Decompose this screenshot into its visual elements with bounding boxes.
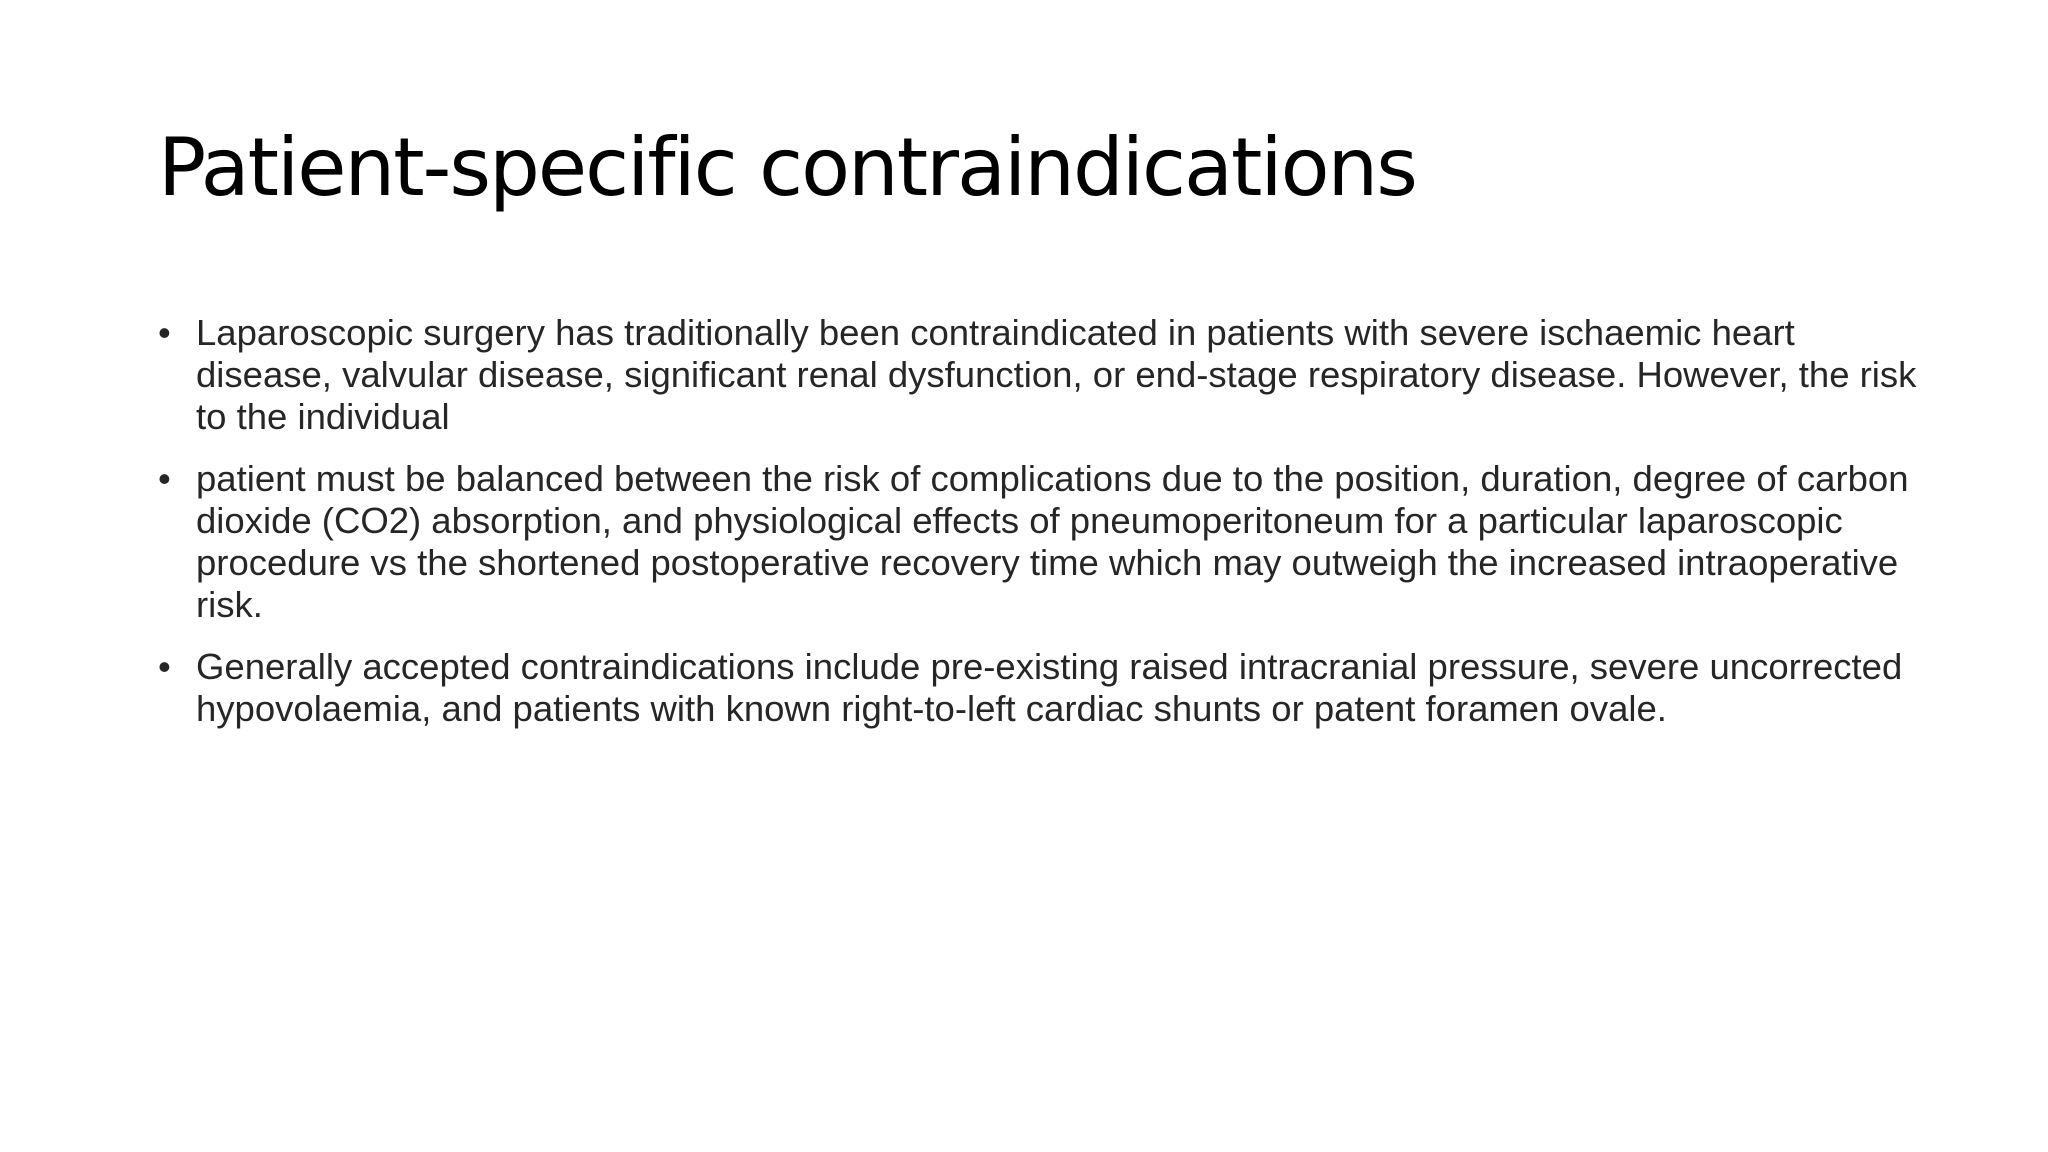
slide-title: Patient-specific contraindications bbox=[158, 121, 1416, 214]
bullet-text: patient must be balanced between the risk of complications due to the position, duration, degree of carbon dioxide (CO2) absorption, and physiological effects of pneumoperitoneum for a particular laparoscopic procedure vs the shortened postoperative recovery time which may outweigh the increased intraoperative risk. bbox=[196, 458, 1909, 625]
bullet-text: Generally accepted contraindications include pre-existing raised intracranial pressure, severe uncorrected hypovolaemia, and patients with known right-to-left cardiac shunts or patent foramen ovale. bbox=[196, 646, 1903, 729]
bullet-item bbox=[158, 312, 1918, 438]
bullet-icon: • bbox=[158, 646, 171, 687]
bullet-icon: • bbox=[158, 312, 171, 353]
bullet-item bbox=[158, 646, 1918, 730]
bullet-text: Laparoscopic surgery has traditionally been contraindicated in patients with severe ischaemic heart disease, valvular disease, significant renal dysfunction, or end-stage respiratory disease. However, the risk to the individual bbox=[196, 312, 1917, 437]
bullet-list bbox=[158, 312, 1918, 750]
bullet-icon: • bbox=[158, 458, 171, 499]
bullet-item bbox=[158, 458, 1918, 626]
